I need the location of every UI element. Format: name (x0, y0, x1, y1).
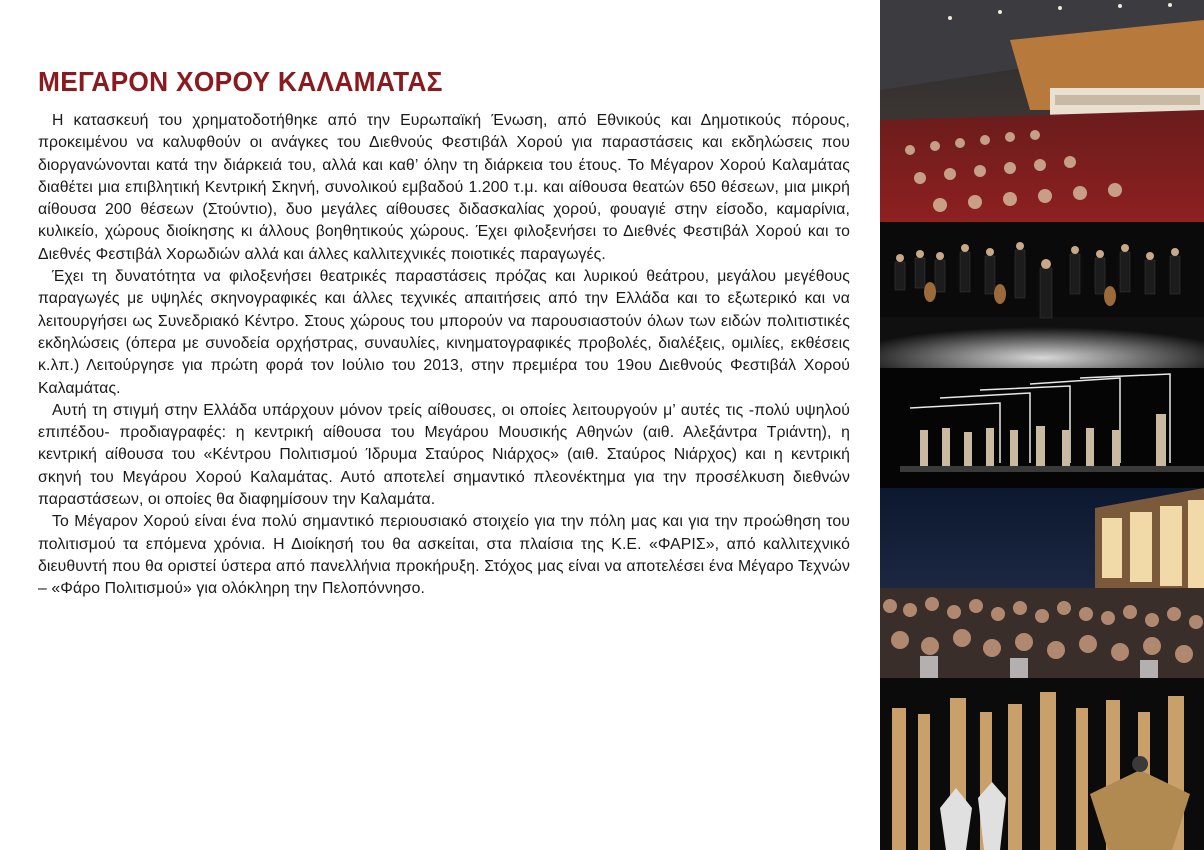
paragraph-4: Το Μέγαρον Χορού είναι ένα πολύ σημαντικό περιουσιακό στοιχείο για την πόλη μας και για την προώθηση του πολιτισμού τα επόμενα χρόνια. Η Διοίκησή του θα ασκείται, στα πλαίσια της Κ.Ε. «ΦΑΡΙΣ», από καλλιτεχνικό διευθυντή που θα οριστεί ύστερα από πανελλήνια προκήρυξη. Στόχος μας είναι να αποτελέσει ένα Μέγαρο Τεχνών – «Φάρο Πολιτισμού» για ολόκληρη την Πελοπόννησο. (38, 513, 850, 598)
page-title: ΜΕΓΑΡΟΝ ΧΟΡΟΥ ΚΑΛΑΜΑΤΑΣ (38, 66, 443, 97)
orchestra-photo (880, 222, 1204, 368)
paragraph-3: Αυτή τη στιγμή στην Ελλάδα υπάρχουν μόνον τρείς αίθουσες, οι οποίες λειτουργούν μ’ αυτές τις -πολύ υψηλού επιπέδου- προδιαγραφές: η κεντρική αίθουσα του Μεγάρου Μουσικής Αθηνών (αιθ. Αλεξάντρα Τριάντη), η κεντρική αίθουσα του «Κέντρου Πολιτισμού Ίδρυμα Σταύρος Νιάρχος» (αιθ. Σταύρος Νιάρχος) και η κεντρική σκηνή του Μεγάρου Χορού Καλαμάτας. Αυτό αποτελεί σημαντικό πλεονέκτημα για την προσέλκυση διεθνών παραστάσεων, οι οποίες θα διαφημίσουν την Καλαμάτα. (38, 401, 850, 509)
article-body (38, 110, 850, 601)
installation-photo (880, 678, 1204, 850)
text-column (38, 66, 850, 601)
crowd-photo (880, 488, 1204, 678)
paragraph-1: Η κατασκευή του χρηματοδοτήθηκε από την Ευρωπαϊκή Ένωση, από Εθνικούς και Δημοτικούς πόρους, προκειμένου να καλυφθούν οι ανάγκες του Διεθνούς Φεστιβάλ Χορού για παραστάσεις και εκδηλώσεις που διοργανώνονται κατά την διάρκειά του, αλλά και καθ’ όλην τη διάρκεια του έτους. Το Μέγαρον Χορού Καλαμάτας διαθέτει μια επιβλητική Κεντρική Σκηνή, συνολικού εμβαδού 1.200 τ.μ. και αίθουσα θεατών 650 θέσεων, μια μικρή αίθουσα 200 θέσεων (Στούντιο), δυο μεγάλες αίθουσες διδασκαλίας χορού, φουαγιέ στην είσοδο, καμαρίνια, κυλικείο, χώρους διοίκησης κι άλλους βοηθητικούς χώρους. Έχει φιλοξενήσει το Διεθνές Φεστιβάλ Χορού και το Διεθνές Φεστιβάλ Χορωδιών αλλά και άλλες καλλιτεχνικές ποιοτικές παραγωγές. (38, 112, 850, 263)
paragraph-2: Έχει τη δυνατότητα να φιλοξενήσει θεατρικές παραστάσεις πρόζας και λυρικού θεάτρου, μεγάλου μεγέθους παραγωγές με υψηλές σκηνογραφικές και άλλες τεχνικές απαιτήσεις από την Ελλάδα και το εξωτερικό και να λειτουργήσει ως Συνεδριακό Κέντρο. Στους χώρους του μπορούν να παρουσιαστούν όλων των ειδών πολιτιστικές εκδηλώσεις (όπερα με συνοδεία ορχήστρας, συναυλίες, κινηματογραφικές προβολές, διαλέξεις, ομιλίες, εκθέσεις κ.λπ.) Λειτούργησε για πρώτη φορά τον Ιούλιο του 2013, στην πρεμιέρα του 19ου Διεθνούς Φεστιβάλ Χορού Καλαμάτας. (38, 268, 850, 397)
dancers-photo (880, 368, 1204, 488)
photo-column (880, 0, 1204, 850)
auditorium-photo (880, 0, 1204, 222)
